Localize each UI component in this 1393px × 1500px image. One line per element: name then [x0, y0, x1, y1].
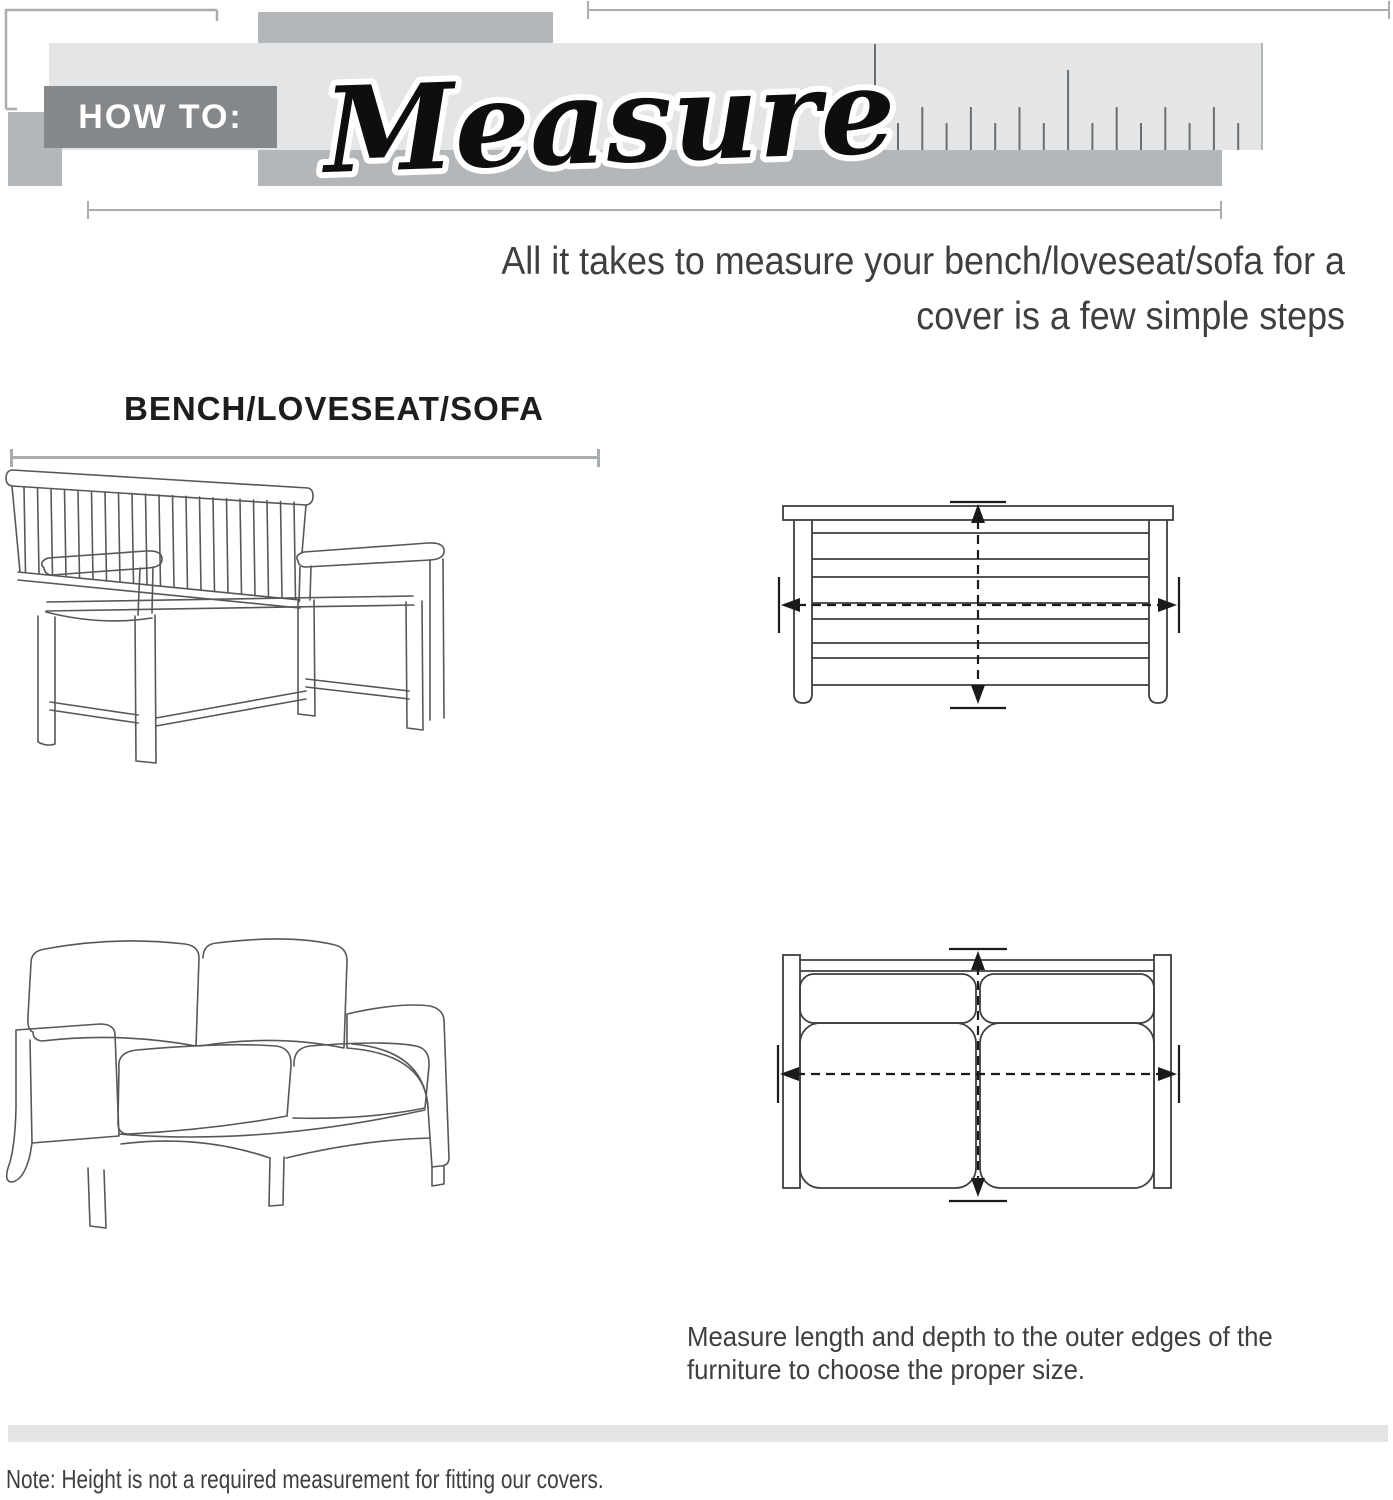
footer-divider-bar — [8, 1425, 1388, 1442]
instruction-text — [687, 1320, 1273, 1386]
loveseat-seat-cushions — [118, 1043, 429, 1137]
section-heading: BENCH/LOVESEAT/SOFA — [124, 390, 544, 427]
bench-backrest — [6, 470, 313, 608]
page-title-script — [321, 22, 898, 200]
bench-seat — [46, 596, 414, 621]
bench-top-view-diagram — [765, 490, 1195, 720]
instruction-line-2: furniture to choose the proper size. — [687, 1354, 1086, 1385]
intro-line-2: cover is a few simple steps — [916, 295, 1345, 338]
page-title: Measure — [321, 41, 898, 200]
bench-illustration — [0, 450, 470, 780]
bench-arms — [42, 543, 444, 615]
ruler-icon — [860, 43, 1270, 150]
measure-rule-top-right — [587, 9, 1390, 11]
loveseat-illustration — [0, 918, 470, 1253]
loveseat-back-cushions — [28, 939, 347, 1048]
bench-stretchers — [50, 679, 409, 726]
intro-line-1: All it takes to measure your bench/loveseat/sofa for a — [501, 240, 1345, 283]
kicker-label: HOW TO: — [78, 97, 243, 136]
loveseat-base-legs — [88, 1138, 444, 1228]
loveseat-arms — [7, 1005, 449, 1182]
footer-note: Note: Height is not a required measurement for fitting our covers. — [6, 1464, 604, 1494]
instruction-line-1: Measure length and depth to the outer edges of the — [687, 1321, 1273, 1352]
intro-text — [425, 234, 1345, 344]
kicker-box — [44, 86, 277, 148]
measure-rule-header-bottom — [87, 209, 1222, 211]
loveseat-top-view-diagram — [765, 940, 1195, 1220]
